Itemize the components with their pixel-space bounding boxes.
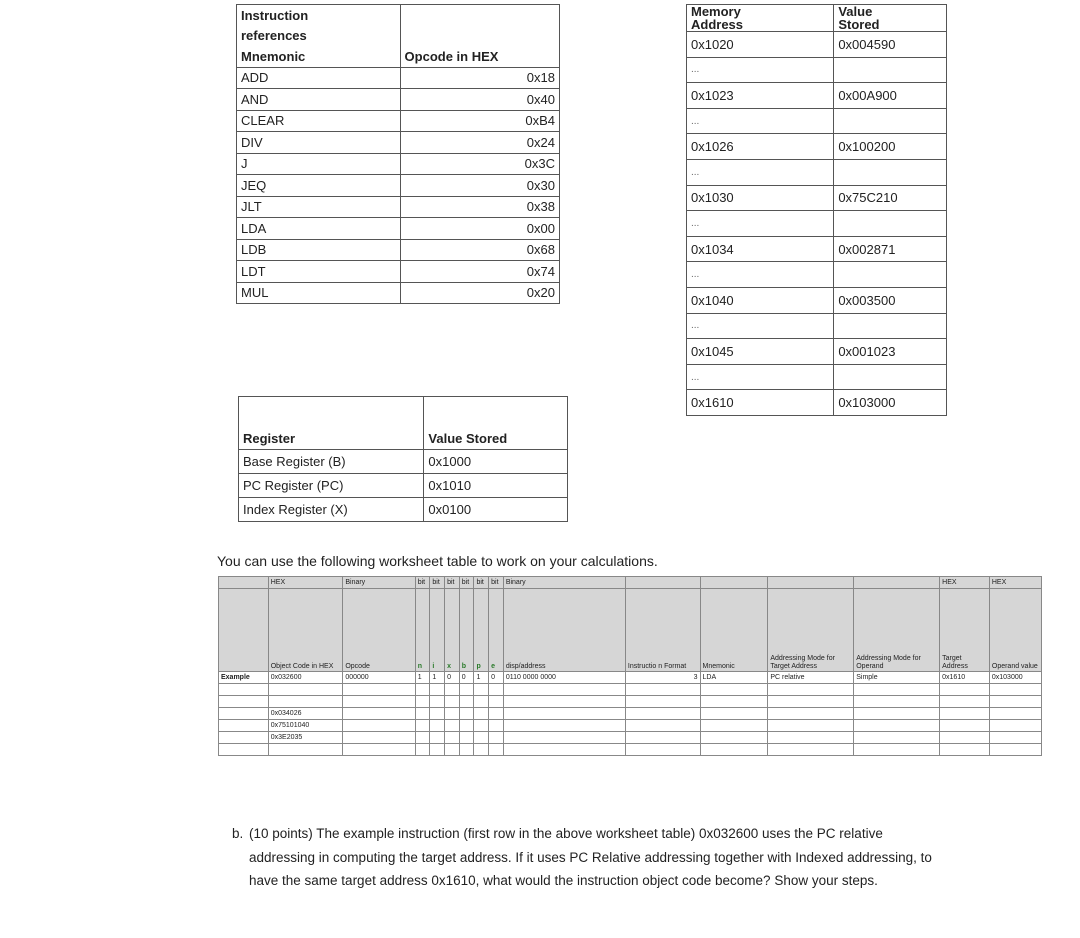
ellipsis-row: ... (687, 262, 947, 288)
opcode-row: JLT 0x38 (237, 196, 560, 218)
opcode-row: AND 0x40 (237, 89, 560, 111)
register-row: Index Register (X) 0x0100 (239, 498, 568, 522)
worksheet-table (218, 576, 1042, 756)
memory-row: 0x1045 0x001023 (687, 339, 947, 365)
memory-row: 0x1610 0x103000 (687, 390, 947, 416)
opcode-row: LDB 0x68 (237, 239, 560, 261)
opcode-row: LDA 0x00 (237, 218, 560, 240)
mnemonic-column-header: Mnemonic (237, 46, 401, 67)
ellipsis-row: ... (687, 364, 947, 390)
register-column-header: Register (239, 397, 424, 450)
memory-row: 0x1030 0x75C210 (687, 185, 947, 211)
register-value-header: Value Stored (424, 397, 568, 450)
opcode-table (236, 4, 560, 304)
worksheet-task-row: 0x75101040 (219, 720, 1042, 732)
object-code-header: Object Code in HEX (268, 589, 343, 672)
opcode-row: LDT 0x74 (237, 261, 560, 283)
opcode-row: CLEAR 0xB4 (237, 110, 560, 132)
opcode-row: DIV 0x24 (237, 132, 560, 154)
worksheet-example-row: Example 0x032600 000000 1 1 0 0 1 0 0110 0000 0000 3 LDA PC relative Simple 0x1610 0x103000 (219, 672, 1042, 684)
memory-row: 0x1020 0x004590 (687, 32, 947, 58)
worksheet-blank-row (219, 696, 1042, 708)
memory-row: 0x1023 0x00A900 (687, 83, 947, 109)
worksheet-intro: You can use the following worksheet table to work on your calculations. (217, 553, 658, 569)
ellipsis-row: ... (687, 211, 947, 237)
opcode-row: J 0x3C (237, 153, 560, 175)
ellipsis-row: ... (687, 108, 947, 134)
ellipsis-row: ... (687, 159, 947, 185)
opcode-row: MUL 0x20 (237, 282, 560, 304)
worksheet-blank-row (219, 744, 1042, 756)
worksheet-task-row: 0x3E2035 (219, 732, 1042, 744)
value-stored-header: Value Stored (834, 5, 947, 32)
register-row: PC Register (PC) 0x1010 (239, 474, 568, 498)
opcode-row: JEQ 0x30 (237, 175, 560, 197)
opcode-table-header-line1: Instruction (237, 5, 401, 26)
worksheet-task-row: 0x034026 (219, 708, 1042, 720)
ellipsis-row: ... (687, 313, 947, 339)
opcode-table-header-line2: references (237, 26, 401, 47)
memory-table (686, 4, 947, 416)
ellipsis-row: ... (687, 57, 947, 83)
register-table (238, 396, 568, 522)
memory-row: 0x1034 0x002871 (687, 236, 947, 262)
register-row: Base Register (B) 0x1000 (239, 450, 568, 474)
memory-address-header: Memory Address (687, 5, 834, 32)
worksheet-header-row: Object Code in HEX Opcode n i x b p e disp/address Instructio n Format Mnemonic Addressing Mode for Target Address Addressing Mode for Operand Target Address Operand value (219, 589, 1042, 672)
worksheet-top-row: HEX Binary bit bit bit bit bit bit Binary HEX HEX (219, 577, 1042, 589)
opcode-column-header: Opcode in HEX (400, 46, 559, 67)
question-b (232, 822, 952, 893)
opcode-row: ADD 0x18 (237, 67, 560, 89)
question-text: (10 points) The example instruction (first row in the above worksheet table) 0x032600 uses the PC relative addressing in computing the target address. If it uses PC Relative addressing together with Indexed addressing, to have the same target address 0x1610, what would the instruction object code become? Show your steps. (249, 826, 932, 888)
worksheet-blank-row (219, 684, 1042, 696)
question-label: b. (232, 826, 244, 841)
memory-row: 0x1026 0x100200 (687, 134, 947, 160)
memory-row: 0x1040 0x003500 (687, 287, 947, 313)
